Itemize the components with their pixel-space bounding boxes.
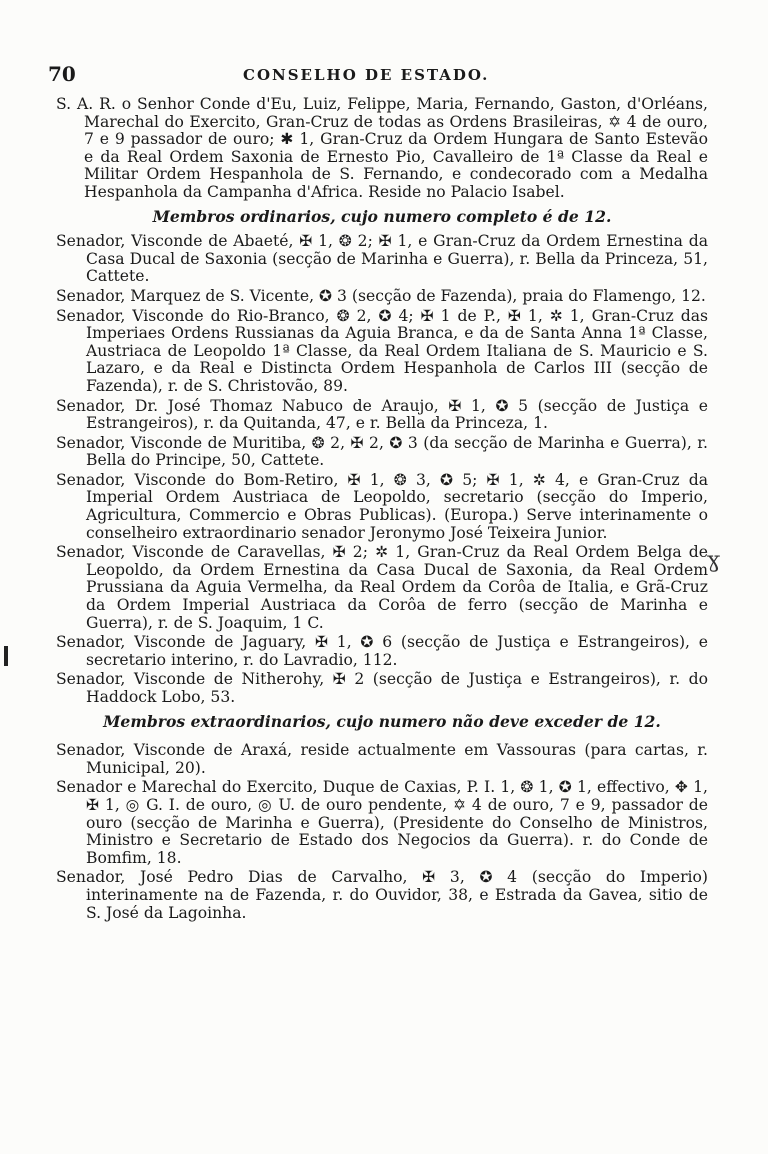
ordinary-entry: Senador, Visconde de Muritiba, ❂ 2, ✠ 2, ✪ 3 (da secção de Marinha e Guerra), r. Bella do Principe, 50, Cattete. [56, 433, 708, 470]
ordinary-entry: Senador, Visconde do Rio-Branco, ❂ 2, ✪ 4; ✠ 1 de P., ✠ 1, ✲ 1, Gran-Cruz das Imperiaes Ordens Russianas da Aguia Branca, e da de Santa Anna 1ª Classe, Austriaca de Leopoldo 1ª Classe, da Real Ordem Italiana de S. Mauricio e S. Lazaro, e da Real e Distincta Ordem Hespanhola de Carlos III (secção de Fazenda), r. de S. Christovão, 89. [56, 306, 708, 395]
extraordinary-entry: Senador, Visconde de Araxá, reside actualmente em Vassouras (para cartas, r. Municipal, 20). [56, 741, 708, 777]
margin-handwritten-mark: ɣ [706, 548, 720, 573]
page-number: 70 [48, 62, 76, 86]
extraordinary-members-heading: Membros extraordinarios, cujo numero não deve exceder de 12. [103, 711, 661, 731]
margin-ink-mark [4, 646, 8, 666]
running-head: CONSELHO DE ESTADO. [243, 66, 490, 84]
extraordinary-entry: Senador, José Pedro Dias de Carvalho, ✠ 3, ✪ 4 (secção do Imperio) interinamente na de Fazenda, r. do Ouvidor, 38, e Estrada da Gavea, sitio de S. José da Lagoinha. [56, 868, 708, 922]
ordinary-entry: Senador, Visconde de Abaeté, ✠ 1, ❂ 2; ✠ 1, e Gran-Cruz da Ordem Ernestina da Casa Ducal de Saxonia (secção de Marinha e Guerra), r. Bella da Princeza, 51, Cattete. [56, 232, 708, 286]
body-text [56, 96, 708, 924]
president-entry: S. A. R. o Senhor Conde d'Eu, Luiz, Felippe, Maria, Fernando, Gaston, d'Orléans, Marechal do Exercito, Gran-Cruz de todas as Ordens Brasileiras, ✡ 4 de ouro, 7 e 9 passador de ouro; ✱ 1, Gran-Cruz da Ordem Hungara de Santo Estevão e da Real Ordem Saxonia de Ernesto Pio, Cavalleiro de 1ª Classe da Real e Militar Ordem Hespanhola de S. Fernando, e condecorado com a Medalha Hespanhola da Campanha d'Africa. Reside no Palacio Isabel. [56, 95, 708, 201]
ordinary-entry: Senador, Visconde de Jaguary, ✠ 1, ✪ 6 (secção de Justiça e Estrangeiros), e secretario interino, r. do Lavradio, 112. [56, 633, 708, 669]
ordinary-entry: Senador, Visconde de Caravellas, ✠ 2; ✲ 1, Gran-Cruz da Real Ordem Belga de Leopoldo, da Ordem Ernestina da Casa Ducal de Saxonia, da Real Ordem Prussiana da Aguia Vermelha, da Real Ordem da Corôa de Italia, e Grã-Cruz da Ordem Imperial Austriaca da Corôa de ferro (secção de Marinha e Guerra), r. de S. Joaquim, 1 C. [56, 543, 708, 632]
ordinary-members-heading: Membros ordinarios, cujo numero completo é de 12. [152, 206, 612, 226]
ordinary-entry: Senador, Dr. José Thomaz Nabuco de Araujo, ✠ 1, ✪ 5 (secção de Justiça e Estrangeiros), r. da Quitanda, 47, e r. Bella da Princeza, 1. [56, 396, 708, 433]
ordinary-entry: Senador, Visconde de Nitherohy, ✠ 2 (secção de Justiça e Estrangeiros), r. do Haddock Lobo, 53. [56, 670, 708, 706]
ordinary-entry: Senador, Marquez de S. Vicente, ✪ 3 (secção de Fazenda), praia do Flamengo, 12. [56, 286, 706, 305]
page-header [48, 62, 718, 90]
extraordinary-entry: Senador e Marechal do Exercito, Duque de Caxias, P. I. 1, ❂ 1, ✪ 1, effectivo, ✥ 1, ✠ 1, ◎ G. I. de ouro, ◎ U. de ouro pendente, ✡ 4 de ouro, 7 e 9, passador de ouro (secção de Marinha e Guerra), (Presidente do Conselho de Ministros, Ministro e Secretario de Estado dos Negocios da Guerra). r. do Conde de Bomfim, 18. [56, 778, 708, 867]
ordinary-entry: Senador, Visconde do Bom-Retiro, ✠ 1, ❂ 3, ✪ 5; ✠ 1, ✲ 4, e Gran-Cruz da Imperial Ordem Austriaca de Leopoldo, secretario (secção do Imperio, Agricultura, Commercio e Obras Publicas). (Europa.) Serve interinamente o conselheiro extraordinario senador Jeronymo José Teixeira Junior. [56, 470, 708, 542]
